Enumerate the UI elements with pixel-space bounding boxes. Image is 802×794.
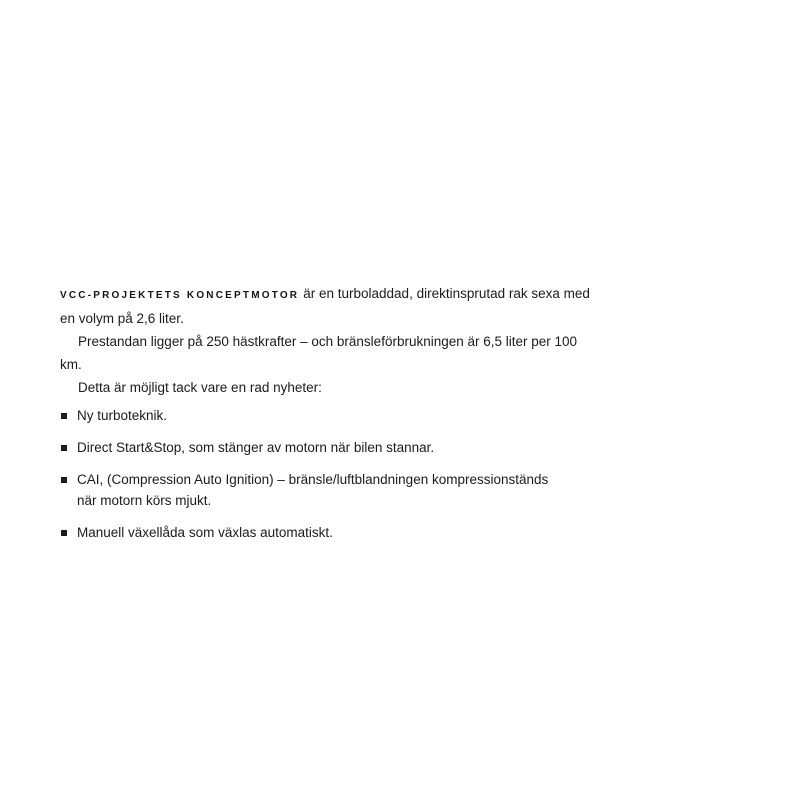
list-item [60, 522, 600, 543]
list-item-text-continued: när motorn körs mjukt. [77, 493, 212, 508]
square-bullet-icon [61, 413, 67, 419]
lead-heading: VCC-PROJEKTETS KONCEPTMOTOR [60, 290, 300, 301]
list-item-text: Ny turboteknik. [77, 408, 168, 423]
innovations-paragraph: Detta är möjligt tack vare en rad nyheter: [78, 380, 322, 395]
list-item-text: Direct Start&Stop, som stänger av motorn när bilen stannar. [77, 440, 435, 455]
feature-list [60, 405, 600, 543]
intro-paragraph [60, 282, 600, 330]
square-bullet-icon [61, 477, 67, 483]
article-body [60, 282, 600, 554]
list-item-text: CAI, (Compression Auto Ignition) – bränsle/luftblandningen kompressionständs [77, 472, 549, 487]
square-bullet-icon [61, 445, 67, 451]
list-item-text: Manuell växellåda som växlas automatiskt. [77, 525, 333, 540]
square-bullet-icon [61, 530, 67, 536]
list-item [60, 437, 600, 458]
list-item [60, 405, 600, 426]
list-item [60, 469, 600, 511]
performance-paragraph: Prestandan ligger på 250 hästkrafter – och bränsleförbrukningen är 6,5 liter per 100 km. [60, 334, 578, 372]
intro-text: är en turboladdad, direktinsprutad rak sexa med en volym på 2,6 liter. [60, 286, 590, 326]
